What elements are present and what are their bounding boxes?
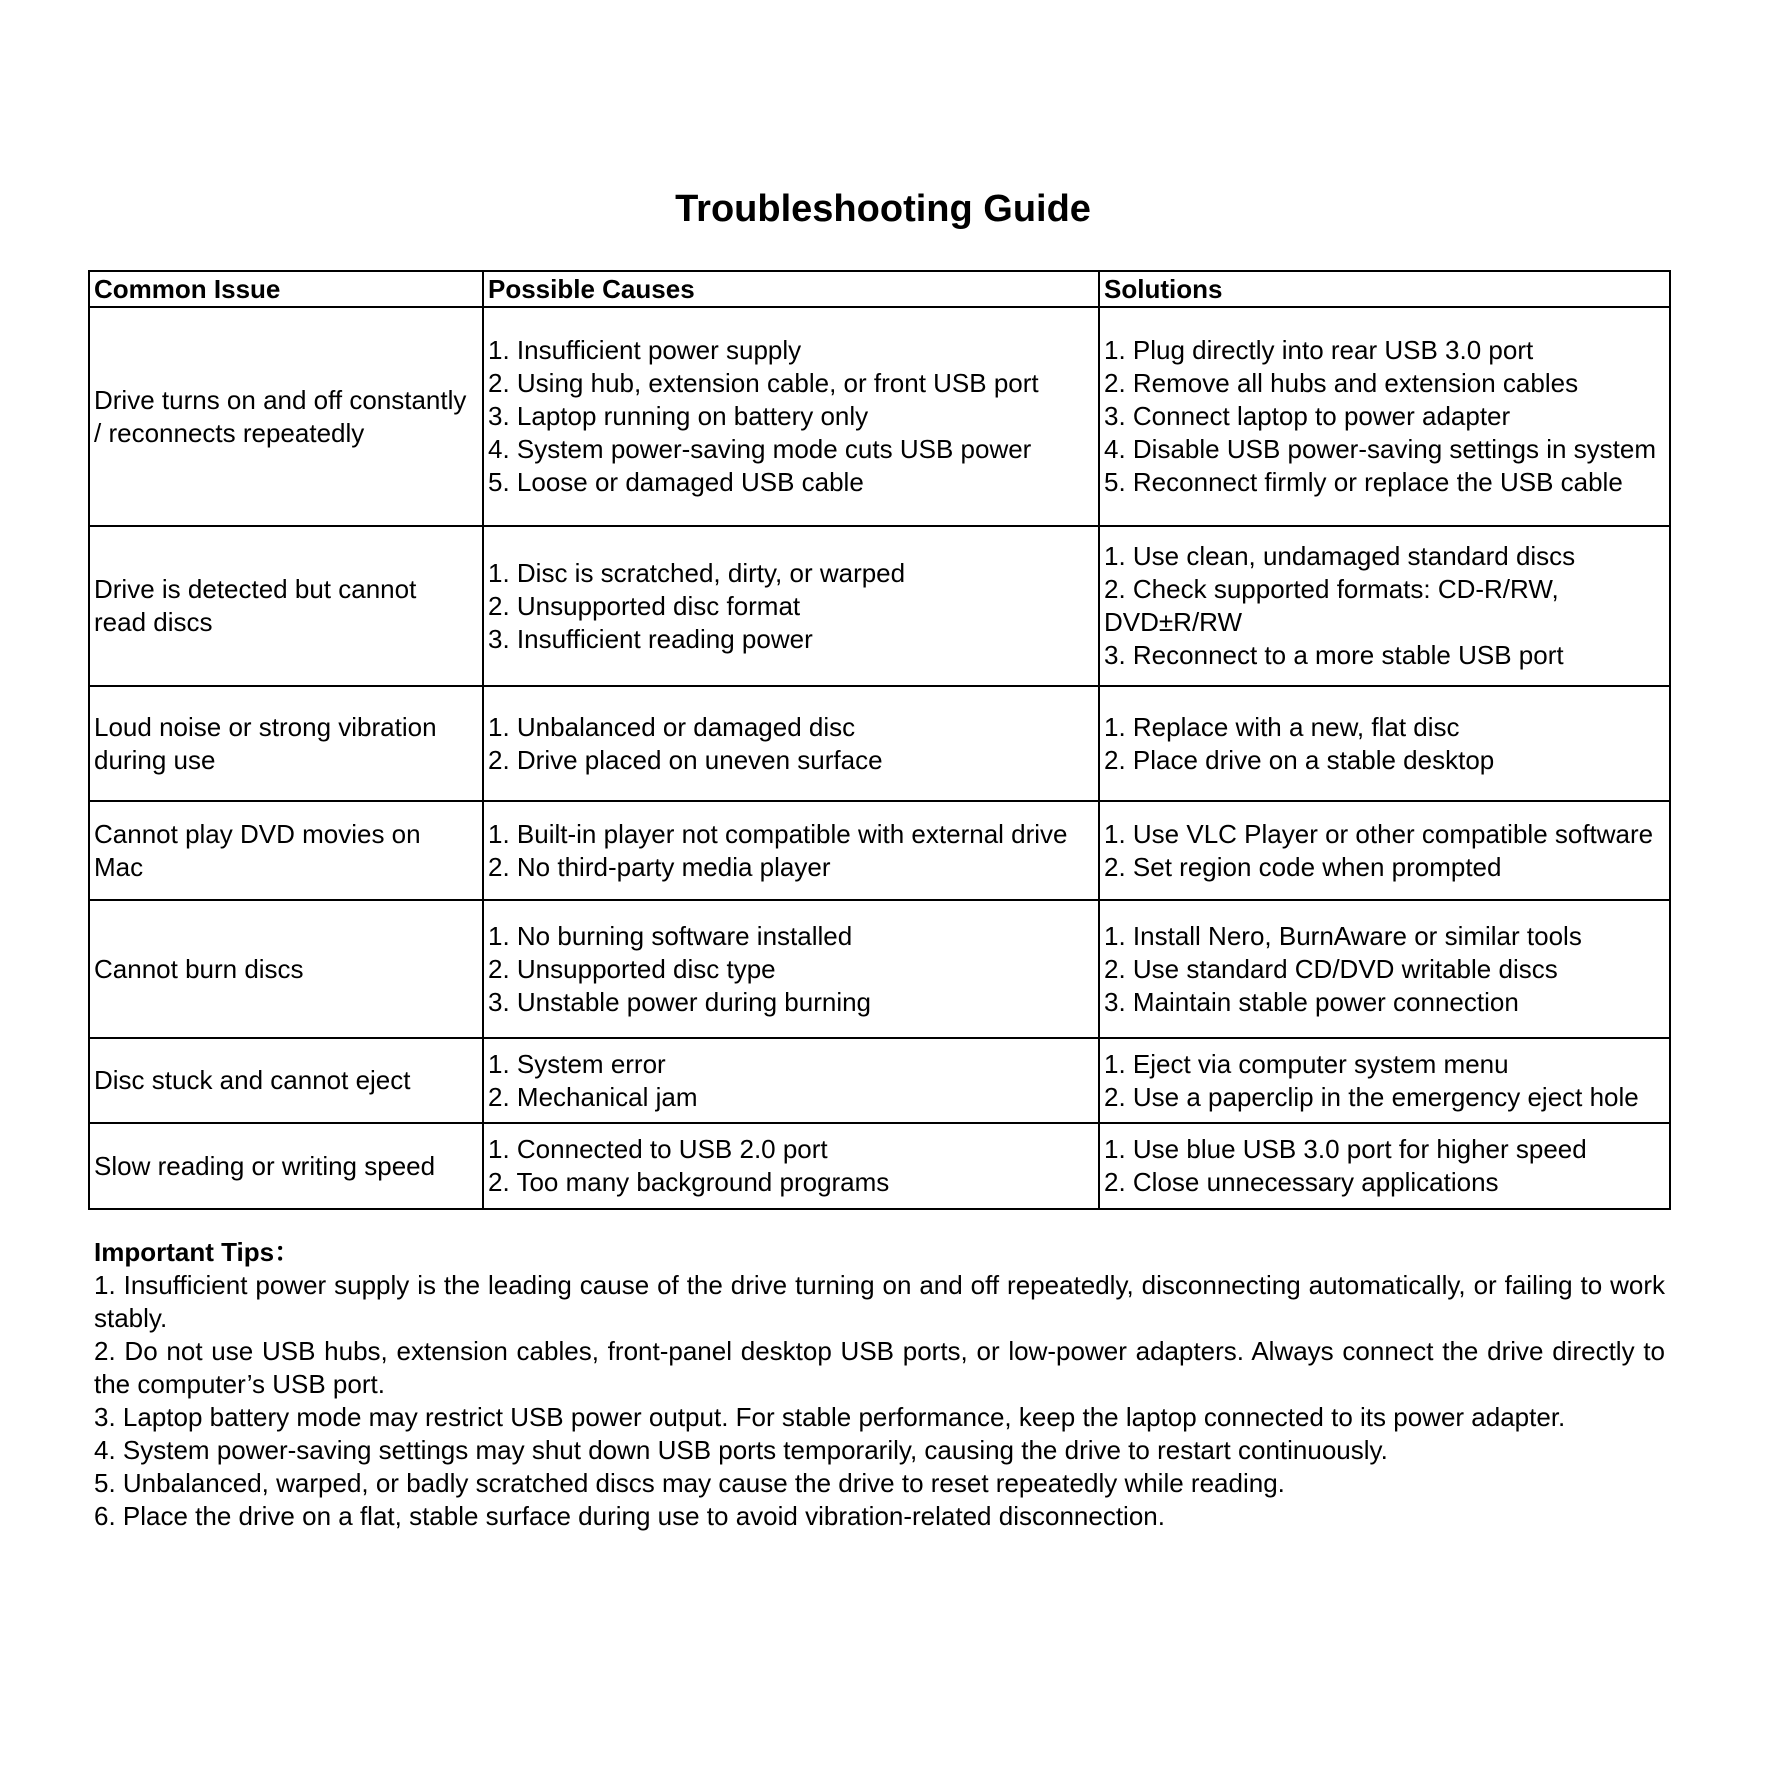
table-row bbox=[89, 1038, 1670, 1123]
solution-item: 2. Check supported formats: CD-R/RW, bbox=[1104, 574, 1559, 604]
cause-item: 4. System power-saving mode cuts USB power bbox=[488, 434, 1032, 464]
solutions-cell bbox=[1099, 1123, 1670, 1209]
cause-item: 5. Loose or damaged USB cable bbox=[488, 467, 864, 497]
solution-item: 3. Connect laptop to power adapter bbox=[1104, 401, 1511, 431]
cause-item: 3. Insufficient reading power bbox=[488, 623, 813, 654]
tip-item: 4. System power-saving settings may shut down USB ports temporarily, causing the drive to restart continuously. bbox=[94, 1435, 1388, 1465]
tip-item: 3. Laptop battery mode may restrict USB power output. For stable performance, keep the laptop connected to its power adapter. bbox=[94, 1402, 1566, 1432]
issue-cell: Disc stuck and cannot eject bbox=[89, 1038, 483, 1123]
solution-item: 2. Place drive on a stable desktop bbox=[1104, 744, 1495, 775]
solution-item: 1. Use blue USB 3.0 port for higher speed bbox=[1104, 1134, 1587, 1164]
causes-cell bbox=[483, 1038, 1099, 1123]
causes-cell bbox=[483, 526, 1099, 686]
table-row bbox=[89, 1123, 1670, 1209]
cause-item: 1. Connected to USB 2.0 port bbox=[488, 1134, 828, 1164]
solution-item: 1. Install Nero, BurnAware or similar tools bbox=[1104, 920, 1582, 951]
solution-item: 1. Replace with a new, flat disc bbox=[1104, 711, 1460, 742]
solution-item: 2. Use a paperclip in the emergency eject hole bbox=[1104, 1081, 1639, 1112]
cause-item: 2. Mechanical jam bbox=[488, 1081, 698, 1112]
issue-cell: Slow reading or writing speed bbox=[89, 1123, 483, 1209]
solutions-cell bbox=[1099, 686, 1670, 801]
tip-item: 1. Insufficient power supply is the leading cause of the drive turning on and off repeatedly, disconnecting automatically, or failing to work stably. bbox=[94, 1270, 1665, 1333]
solution-item: DVD±R/RW bbox=[1104, 607, 1243, 637]
cause-item: 3. Unstable power during burning bbox=[488, 986, 872, 1017]
solutions-cell bbox=[1099, 801, 1670, 900]
issue-cell: Drive is detected but cannot read discs bbox=[89, 526, 483, 686]
solution-item: 1. Use clean, undamaged standard discs bbox=[1104, 541, 1576, 571]
cause-item: 3. Laptop running on battery only bbox=[488, 401, 869, 431]
solutions-cell bbox=[1099, 900, 1670, 1038]
tip-item: 2. Do not use USB hubs, extension cables, front-panel desktop USB ports, or low-power adapters. Always connect the drive directly to the computer’s USB port. bbox=[94, 1336, 1665, 1399]
issue-cell: Drive turns on and off constantly / reconnects repeatedly bbox=[89, 307, 483, 526]
solution-item: 1. Eject via computer system menu bbox=[1104, 1048, 1509, 1079]
page-title: Troubleshooting Guide bbox=[675, 188, 1091, 230]
table-row bbox=[89, 801, 1670, 900]
solution-item: 2. Remove all hubs and extension cables bbox=[1104, 368, 1579, 398]
issue-cell: Loud noise or strong vibration during use bbox=[89, 686, 483, 801]
cause-item: 1. Built-in player not compatible with external drive bbox=[488, 818, 1068, 849]
causes-cell bbox=[483, 1123, 1099, 1209]
solutions-cell bbox=[1099, 307, 1670, 526]
table-row bbox=[89, 307, 1670, 526]
tips-heading: Important Tips： bbox=[94, 1237, 301, 1267]
table-row bbox=[89, 900, 1670, 1038]
cause-item: 1. Insufficient power supply bbox=[488, 335, 802, 365]
cause-item: 2. Drive placed on uneven surface bbox=[488, 744, 883, 775]
causes-cell bbox=[483, 686, 1099, 801]
table-header-row bbox=[89, 271, 1670, 307]
table-row bbox=[89, 686, 1670, 801]
cause-item: 2. Unsupported disc type bbox=[488, 953, 776, 984]
causes-cell bbox=[483, 307, 1099, 526]
solution-item: 1. Use VLC Player or other compatible software bbox=[1104, 818, 1654, 849]
solution-item: 2. Use standard CD/DVD writable discs bbox=[1104, 953, 1558, 984]
causes-cell bbox=[483, 900, 1099, 1038]
cause-item: 2. Unsupported disc format bbox=[488, 590, 801, 621]
solution-item: 1. Plug directly into rear USB 3.0 port bbox=[1104, 335, 1534, 365]
solution-item: 2. Close unnecessary applications bbox=[1104, 1167, 1499, 1197]
cause-item: 2. Too many background programs bbox=[488, 1167, 890, 1197]
cause-item: 1. No burning software installed bbox=[488, 920, 853, 951]
header-solutions: Solutions bbox=[1099, 271, 1670, 307]
cause-item: 2. Using hub, extension cable, or front USB port bbox=[488, 368, 1039, 398]
issue-cell: Cannot burn discs bbox=[89, 900, 483, 1038]
cause-item: 1. Unbalanced or damaged disc bbox=[488, 711, 856, 742]
cause-item: 1. System error bbox=[488, 1048, 666, 1079]
solution-item: 3. Maintain stable power connection bbox=[1104, 986, 1519, 1017]
solution-item: 3. Reconnect to a more stable USB port bbox=[1104, 640, 1564, 670]
issue-cell: Cannot play DVD movies on Mac bbox=[89, 801, 483, 900]
causes-cell bbox=[483, 801, 1099, 900]
troubleshooting-table bbox=[88, 270, 1671, 1210]
solution-item: 2. Set region code when prompted bbox=[1104, 851, 1502, 882]
solution-item: 4. Disable USB power-saving settings in system bbox=[1104, 434, 1657, 464]
important-tips bbox=[94, 1236, 1665, 1533]
tip-item: 6. Place the drive on a flat, stable surface during use to avoid vibration-related disconnection. bbox=[94, 1501, 1165, 1531]
header-common-issue: Common Issue bbox=[89, 271, 483, 307]
solutions-cell bbox=[1099, 526, 1670, 686]
tip-item: 5. Unbalanced, warped, or badly scratched discs may cause the drive to reset repeatedly while reading. bbox=[94, 1468, 1285, 1498]
table-row bbox=[89, 526, 1670, 686]
cause-item: 2. No third-party media player bbox=[488, 851, 831, 882]
solution-item: 5. Reconnect firmly or replace the USB cable bbox=[1104, 467, 1623, 497]
cause-item: 1. Disc is scratched, dirty, or warped bbox=[488, 557, 906, 588]
header-possible-causes: Possible Causes bbox=[483, 271, 1099, 307]
solutions-cell bbox=[1099, 1038, 1670, 1123]
